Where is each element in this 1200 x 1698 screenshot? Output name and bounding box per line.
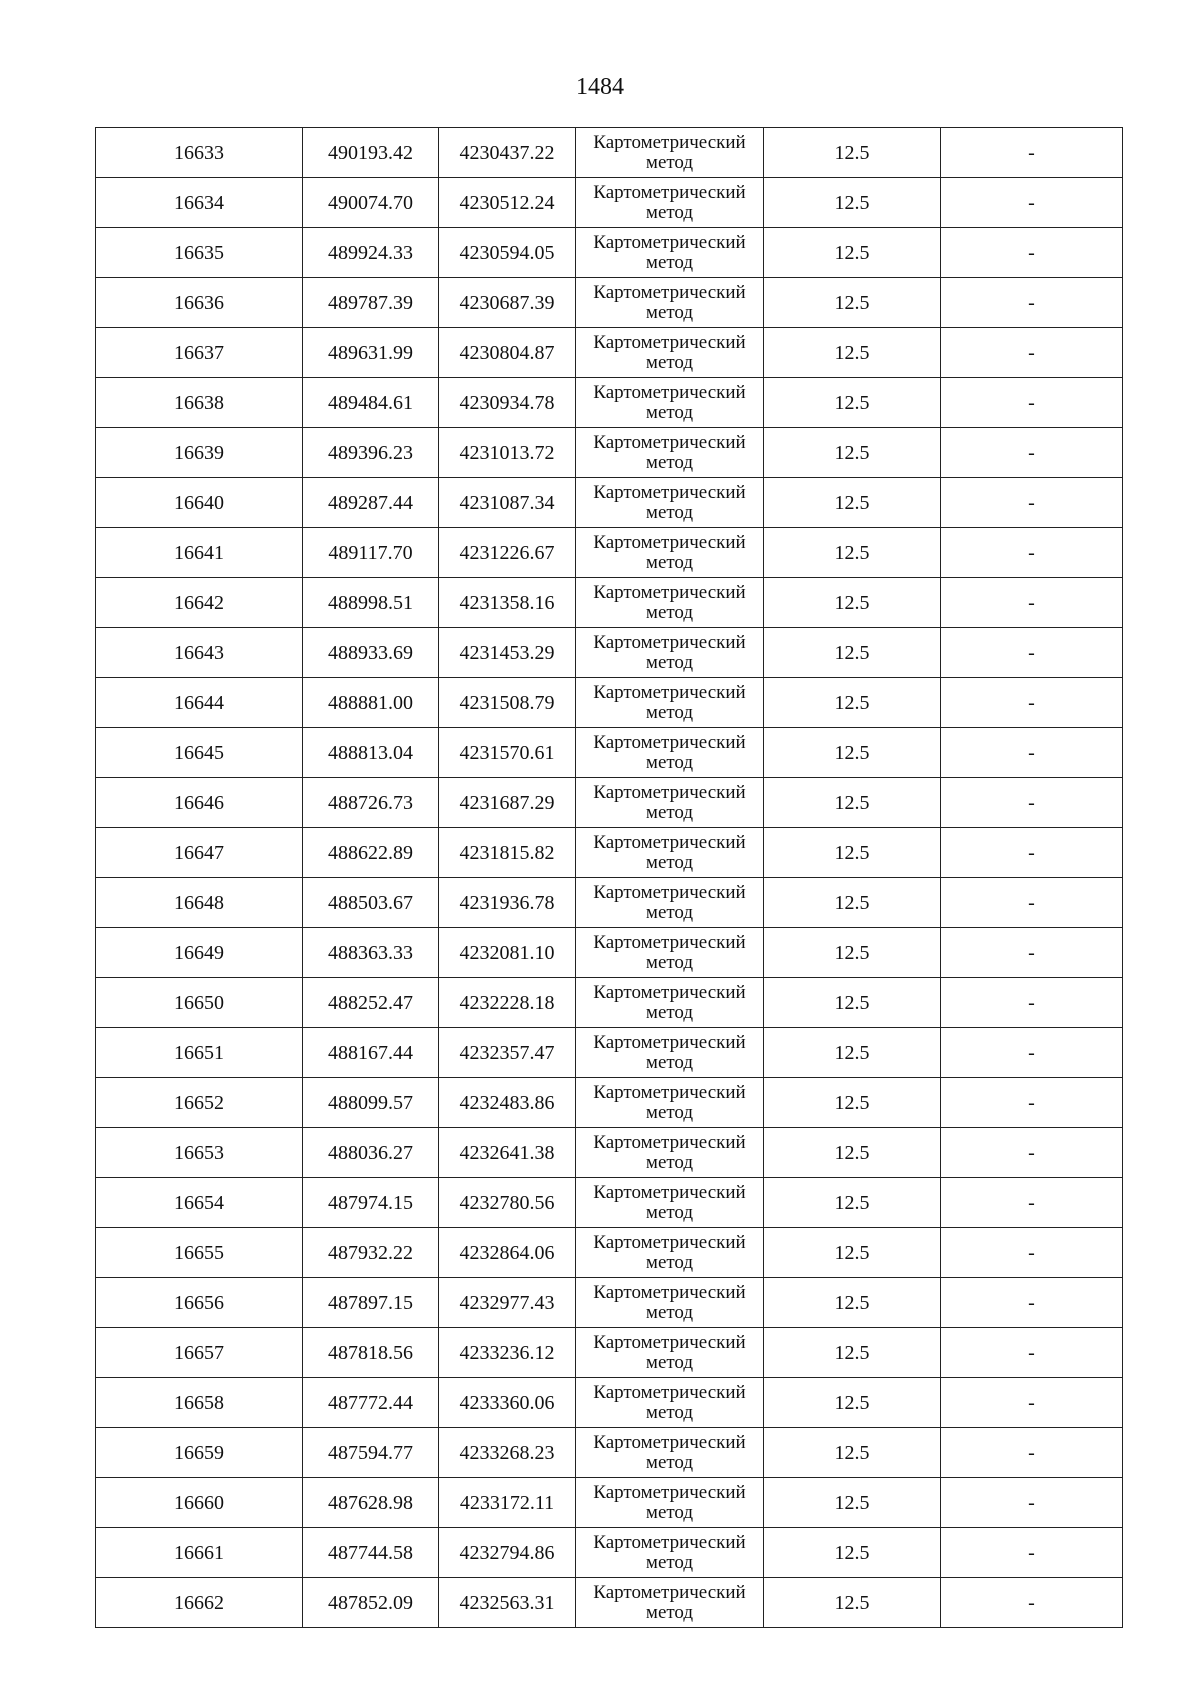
- x-coordinate-cell: 488167.44: [303, 1028, 439, 1078]
- point-id-cell: 16638: [96, 378, 303, 428]
- method-cell: [576, 1328, 764, 1378]
- method-line-2: метод: [645, 201, 694, 223]
- x-coordinate-cell: 489484.61: [303, 378, 439, 428]
- table-row: [96, 978, 1123, 1028]
- point-id-cell: 16651: [96, 1028, 303, 1078]
- accuracy-cell: 12.5: [764, 1578, 941, 1628]
- method-cell: [576, 1278, 764, 1328]
- method-cell: [576, 1478, 764, 1528]
- method-cell: [576, 978, 764, 1028]
- x-coordinate-cell: 489287.44: [303, 478, 439, 528]
- note-cell: -: [941, 728, 1123, 778]
- y-coordinate-cell: 4230687.39: [439, 278, 576, 328]
- note-cell: -: [941, 1178, 1123, 1228]
- note-cell: -: [941, 878, 1123, 928]
- page-number: 1484: [576, 74, 624, 100]
- point-id-cell: 16650: [96, 978, 303, 1028]
- accuracy-cell: 12.5: [764, 828, 941, 878]
- point-id-cell: 16641: [96, 528, 303, 578]
- note-cell: -: [941, 578, 1123, 628]
- method-cell: [576, 578, 764, 628]
- note-cell: -: [941, 178, 1123, 228]
- method-line-2: метод: [645, 1101, 694, 1123]
- y-coordinate-cell: 4233360.06: [439, 1378, 576, 1428]
- y-coordinate-cell: 4231936.78: [439, 878, 576, 928]
- method-cell: [576, 1228, 764, 1278]
- note-cell: -: [941, 1328, 1123, 1378]
- point-id-cell: 16642: [96, 578, 303, 628]
- accuracy-cell: 12.5: [764, 278, 941, 328]
- table-row: [96, 1478, 1123, 1528]
- table-row: [96, 1178, 1123, 1228]
- note-cell: -: [941, 1028, 1123, 1078]
- method-cell: [576, 778, 764, 828]
- method-line-2: метод: [645, 401, 694, 423]
- point-id-cell: 16655: [96, 1228, 303, 1278]
- table-row: [96, 378, 1123, 428]
- method-line-2: метод: [645, 851, 694, 873]
- y-coordinate-cell: 4232780.56: [439, 1178, 576, 1228]
- table-row: [96, 478, 1123, 528]
- note-cell: -: [941, 378, 1123, 428]
- point-id-cell: 16648: [96, 878, 303, 928]
- point-id-cell: 16654: [96, 1178, 303, 1228]
- y-coordinate-cell: 4231570.61: [439, 728, 576, 778]
- note-cell: -: [941, 1578, 1123, 1628]
- method-line-1: Картометрический: [593, 1031, 746, 1053]
- x-coordinate-cell: 487744.58: [303, 1528, 439, 1578]
- method-line-2: метод: [645, 801, 694, 823]
- table-row: [96, 728, 1123, 778]
- method-cell: [576, 1528, 764, 1578]
- note-cell: -: [941, 1278, 1123, 1328]
- accuracy-cell: 12.5: [764, 778, 941, 828]
- method-line-2: метод: [645, 1451, 694, 1473]
- y-coordinate-cell: 4232081.10: [439, 928, 576, 978]
- x-coordinate-cell: 490074.70: [303, 178, 439, 228]
- method-line-1: Картометрический: [593, 531, 746, 553]
- accuracy-cell: 12.5: [764, 128, 941, 178]
- accuracy-cell: 12.5: [764, 1028, 941, 1078]
- method-line-1: Картометрический: [593, 1431, 746, 1453]
- x-coordinate-cell: 488036.27: [303, 1128, 439, 1178]
- y-coordinate-cell: 4232357.47: [439, 1028, 576, 1078]
- x-coordinate-cell: 487852.09: [303, 1578, 439, 1628]
- x-coordinate-cell: 487628.98: [303, 1478, 439, 1528]
- method-line-1: Картометрический: [593, 581, 746, 603]
- method-cell: [576, 1028, 764, 1078]
- method-line-1: Картометрический: [593, 1531, 746, 1553]
- y-coordinate-cell: 4232977.43: [439, 1278, 576, 1328]
- point-id-cell: 16635: [96, 228, 303, 278]
- point-id-cell: 16653: [96, 1128, 303, 1178]
- accuracy-cell: 12.5: [764, 1278, 941, 1328]
- method-line-1: Картометрический: [593, 1331, 746, 1353]
- method-line-2: метод: [645, 351, 694, 373]
- note-cell: -: [941, 228, 1123, 278]
- accuracy-cell: 12.5: [764, 228, 941, 278]
- method-cell: [576, 478, 764, 528]
- point-id-cell: 16662: [96, 1578, 303, 1628]
- accuracy-cell: 12.5: [764, 1128, 941, 1178]
- point-id-cell: 16636: [96, 278, 303, 328]
- method-line-1: Картометрический: [593, 131, 746, 153]
- method-cell: [576, 878, 764, 928]
- accuracy-cell: 12.5: [764, 1528, 941, 1578]
- method-line-2: метод: [645, 901, 694, 923]
- method-cell: [576, 728, 764, 778]
- y-coordinate-cell: 4231013.72: [439, 428, 576, 478]
- point-id-cell: 16639: [96, 428, 303, 478]
- method-cell: [576, 228, 764, 278]
- x-coordinate-cell: 487974.15: [303, 1178, 439, 1228]
- y-coordinate-cell: 4230934.78: [439, 378, 576, 428]
- accuracy-cell: 12.5: [764, 1478, 941, 1528]
- method-cell: [576, 278, 764, 328]
- note-cell: -: [941, 928, 1123, 978]
- method-line-1: Картометрический: [593, 1581, 746, 1603]
- accuracy-cell: 12.5: [764, 1178, 941, 1228]
- accuracy-cell: 12.5: [764, 628, 941, 678]
- point-id-cell: 16640: [96, 478, 303, 528]
- x-coordinate-cell: 488622.89: [303, 828, 439, 878]
- method-line-2: метод: [645, 951, 694, 973]
- y-coordinate-cell: 4231087.34: [439, 478, 576, 528]
- table-row: [96, 1228, 1123, 1278]
- point-id-cell: 16643: [96, 628, 303, 678]
- table-row: [96, 1128, 1123, 1178]
- y-coordinate-cell: 4230437.22: [439, 128, 576, 178]
- method-cell: [576, 528, 764, 578]
- method-line-1: Картометрический: [593, 831, 746, 853]
- table-row: [96, 1428, 1123, 1478]
- y-coordinate-cell: 4231226.67: [439, 528, 576, 578]
- y-coordinate-cell: 4232563.31: [439, 1578, 576, 1628]
- table-row: [96, 878, 1123, 928]
- x-coordinate-cell: 488933.69: [303, 628, 439, 678]
- x-coordinate-cell: 489117.70: [303, 528, 439, 578]
- note-cell: -: [941, 678, 1123, 728]
- point-id-cell: 16633: [96, 128, 303, 178]
- accuracy-cell: 12.5: [764, 1228, 941, 1278]
- note-cell: -: [941, 778, 1123, 828]
- x-coordinate-cell: 488099.57: [303, 1078, 439, 1128]
- note-cell: -: [941, 1528, 1123, 1578]
- method-line-1: Картометрический: [593, 1481, 746, 1503]
- method-line-2: метод: [645, 1051, 694, 1073]
- table-row: [96, 1528, 1123, 1578]
- y-coordinate-cell: 4232641.38: [439, 1128, 576, 1178]
- point-id-cell: 16646: [96, 778, 303, 828]
- accuracy-cell: 12.5: [764, 1378, 941, 1428]
- x-coordinate-cell: 487594.77: [303, 1428, 439, 1478]
- accuracy-cell: 12.5: [764, 878, 941, 928]
- method-cell: [576, 428, 764, 478]
- method-cell: [576, 628, 764, 678]
- point-id-cell: 16656: [96, 1278, 303, 1328]
- accuracy-cell: 12.5: [764, 328, 941, 378]
- table-row: [96, 678, 1123, 728]
- method-line-1: Картометрический: [593, 1281, 746, 1303]
- coordinates-table: [95, 127, 1123, 1628]
- method-line-2: метод: [645, 651, 694, 673]
- table-row: [96, 128, 1123, 178]
- method-line-1: Картометрический: [593, 781, 746, 803]
- method-line-1: Картометрический: [593, 481, 746, 503]
- y-coordinate-cell: 4232483.86: [439, 1078, 576, 1128]
- note-cell: -: [941, 978, 1123, 1028]
- table-row: [96, 178, 1123, 228]
- table-row: [96, 528, 1123, 578]
- accuracy-cell: 12.5: [764, 678, 941, 728]
- method-cell: [576, 1578, 764, 1628]
- table-row: [96, 778, 1123, 828]
- method-line-1: Картометрический: [593, 1231, 746, 1253]
- method-cell: [576, 1428, 764, 1478]
- x-coordinate-cell: 488813.04: [303, 728, 439, 778]
- note-cell: -: [941, 478, 1123, 528]
- method-line-1: Картометрический: [593, 281, 746, 303]
- point-id-cell: 16647: [96, 828, 303, 878]
- method-cell: [576, 1078, 764, 1128]
- y-coordinate-cell: 4230594.05: [439, 228, 576, 278]
- y-coordinate-cell: 4233268.23: [439, 1428, 576, 1478]
- x-coordinate-cell: 489396.23: [303, 428, 439, 478]
- y-coordinate-cell: 4231687.29: [439, 778, 576, 828]
- table-body: [96, 128, 1123, 1628]
- y-coordinate-cell: 4233236.12: [439, 1328, 576, 1378]
- x-coordinate-cell: 487932.22: [303, 1228, 439, 1278]
- table-row: [96, 1278, 1123, 1328]
- note-cell: -: [941, 1078, 1123, 1128]
- note-cell: -: [941, 628, 1123, 678]
- note-cell: -: [941, 1478, 1123, 1528]
- method-cell: [576, 1128, 764, 1178]
- note-cell: -: [941, 278, 1123, 328]
- y-coordinate-cell: 4232794.86: [439, 1528, 576, 1578]
- point-id-cell: 16652: [96, 1078, 303, 1128]
- x-coordinate-cell: 488503.67: [303, 878, 439, 928]
- note-cell: -: [941, 1228, 1123, 1278]
- x-coordinate-cell: 487772.44: [303, 1378, 439, 1428]
- note-cell: -: [941, 1128, 1123, 1178]
- method-line-1: Картометрический: [593, 231, 746, 253]
- table-row: [96, 1578, 1123, 1628]
- accuracy-cell: 12.5: [764, 378, 941, 428]
- method-line-2: метод: [645, 701, 694, 723]
- y-coordinate-cell: 4232228.18: [439, 978, 576, 1028]
- method-line-1: Картометрический: [593, 1131, 746, 1153]
- method-line-1: Картометрический: [593, 1181, 746, 1203]
- accuracy-cell: 12.5: [764, 1428, 941, 1478]
- table-row: [96, 1078, 1123, 1128]
- method-line-2: метод: [645, 501, 694, 523]
- method-line-1: Картометрический: [593, 981, 746, 1003]
- point-id-cell: 16634: [96, 178, 303, 228]
- table-row: [96, 1028, 1123, 1078]
- point-id-cell: 16659: [96, 1428, 303, 1478]
- method-line-2: метод: [645, 1351, 694, 1373]
- accuracy-cell: 12.5: [764, 428, 941, 478]
- method-line-1: Картометрический: [593, 881, 746, 903]
- accuracy-cell: 12.5: [764, 928, 941, 978]
- point-id-cell: 16645: [96, 728, 303, 778]
- x-coordinate-cell: 488252.47: [303, 978, 439, 1028]
- x-coordinate-cell: 487897.15: [303, 1278, 439, 1328]
- x-coordinate-cell: 489631.99: [303, 328, 439, 378]
- method-cell: [576, 128, 764, 178]
- point-id-cell: 16657: [96, 1328, 303, 1378]
- x-coordinate-cell: 489924.33: [303, 228, 439, 278]
- accuracy-cell: 12.5: [764, 178, 941, 228]
- method-line-1: Картометрический: [593, 1081, 746, 1103]
- x-coordinate-cell: 488881.00: [303, 678, 439, 728]
- method-line-2: метод: [645, 1601, 694, 1623]
- accuracy-cell: 12.5: [764, 478, 941, 528]
- method-line-2: метод: [645, 1551, 694, 1573]
- x-coordinate-cell: 488726.73: [303, 778, 439, 828]
- x-coordinate-cell: 487818.56: [303, 1328, 439, 1378]
- method-line-2: метод: [645, 601, 694, 623]
- method-cell: [576, 1378, 764, 1428]
- method-cell: [576, 378, 764, 428]
- x-coordinate-cell: 490193.42: [303, 128, 439, 178]
- y-coordinate-cell: 4230512.24: [439, 178, 576, 228]
- accuracy-cell: 12.5: [764, 978, 941, 1028]
- method-cell: [576, 328, 764, 378]
- method-line-1: Картометрический: [593, 681, 746, 703]
- table-row: [96, 328, 1123, 378]
- accuracy-cell: 12.5: [764, 728, 941, 778]
- y-coordinate-cell: 4231358.16: [439, 578, 576, 628]
- point-id-cell: 16660: [96, 1478, 303, 1528]
- table-row: [96, 578, 1123, 628]
- method-cell: [576, 178, 764, 228]
- accuracy-cell: 12.5: [764, 1078, 941, 1128]
- note-cell: -: [941, 328, 1123, 378]
- method-cell: [576, 678, 764, 728]
- y-coordinate-cell: 4233172.11: [439, 1478, 576, 1528]
- note-cell: -: [941, 128, 1123, 178]
- table-row: [96, 1378, 1123, 1428]
- y-coordinate-cell: 4231815.82: [439, 828, 576, 878]
- table-row: [96, 628, 1123, 678]
- method-line-2: метод: [645, 1151, 694, 1173]
- method-line-2: метод: [645, 1301, 694, 1323]
- method-line-1: Картометрический: [593, 431, 746, 453]
- table-row: [96, 278, 1123, 328]
- method-line-2: метод: [645, 451, 694, 473]
- note-cell: -: [941, 1378, 1123, 1428]
- method-line-2: метод: [645, 751, 694, 773]
- point-id-cell: 16649: [96, 928, 303, 978]
- method-line-2: метод: [645, 1501, 694, 1523]
- method-line-1: Картометрический: [593, 631, 746, 653]
- method-line-2: метод: [645, 1001, 694, 1023]
- table-row: [96, 928, 1123, 978]
- note-cell: -: [941, 828, 1123, 878]
- method-line-2: метод: [645, 1201, 694, 1223]
- point-id-cell: 16658: [96, 1378, 303, 1428]
- method-cell: [576, 828, 764, 878]
- x-coordinate-cell: 488998.51: [303, 578, 439, 628]
- method-line-2: метод: [645, 151, 694, 173]
- point-id-cell: 16637: [96, 328, 303, 378]
- y-coordinate-cell: 4231508.79: [439, 678, 576, 728]
- method-line-1: Картометрический: [593, 731, 746, 753]
- y-coordinate-cell: 4232864.06: [439, 1228, 576, 1278]
- accuracy-cell: 12.5: [764, 528, 941, 578]
- method-cell: [576, 928, 764, 978]
- accuracy-cell: 12.5: [764, 578, 941, 628]
- y-coordinate-cell: 4230804.87: [439, 328, 576, 378]
- table-row: [96, 1328, 1123, 1378]
- x-coordinate-cell: 488363.33: [303, 928, 439, 978]
- point-id-cell: 16661: [96, 1528, 303, 1578]
- method-line-1: Картометрический: [593, 931, 746, 953]
- table-row: [96, 228, 1123, 278]
- note-cell: -: [941, 528, 1123, 578]
- note-cell: -: [941, 428, 1123, 478]
- table-row: [96, 828, 1123, 878]
- method-line-1: Картометрический: [593, 181, 746, 203]
- accuracy-cell: 12.5: [764, 1328, 941, 1378]
- y-coordinate-cell: 4231453.29: [439, 628, 576, 678]
- method-line-1: Картометрический: [593, 331, 746, 353]
- method-cell: [576, 1178, 764, 1228]
- method-line-2: метод: [645, 551, 694, 573]
- point-id-cell: 16644: [96, 678, 303, 728]
- note-cell: -: [941, 1428, 1123, 1478]
- method-line-2: метод: [645, 1251, 694, 1273]
- method-line-1: Картометрический: [593, 1381, 746, 1403]
- x-coordinate-cell: 489787.39: [303, 278, 439, 328]
- method-line-2: метод: [645, 301, 694, 323]
- method-line-1: Картометрический: [593, 381, 746, 403]
- method-line-2: метод: [645, 1401, 694, 1423]
- method-line-2: метод: [645, 251, 694, 273]
- table-row: [96, 428, 1123, 478]
